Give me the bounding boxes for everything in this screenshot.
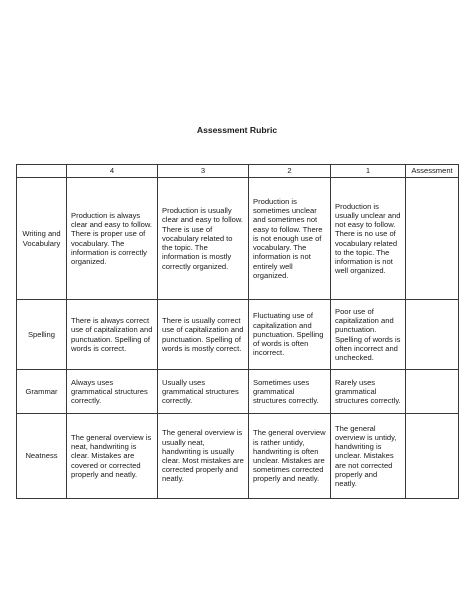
- table-row: [17, 370, 459, 414]
- cell-neatness-3: The general overview is usually neat, handwriting is usually clear. Most mistakes are corrected properly and neatly.: [158, 414, 249, 499]
- cell-grammar-4: Always uses grammatical structures correctly.: [67, 370, 158, 414]
- criterion-spelling: Spelling: [17, 300, 67, 370]
- rubric-table: [16, 164, 459, 499]
- cell-grammar-1: Rarely uses grammatical structures correctly.: [331, 370, 406, 414]
- table-row: [17, 414, 459, 499]
- table-header-row: [17, 165, 459, 178]
- cell-spelling-3: There is usually correct use of capitalization and punctuation. Spelling of words is mostly correct.: [158, 300, 249, 370]
- cell-grammar-3: Usually uses grammatical structures correctly.: [158, 370, 249, 414]
- cell-writing-4: Production is always clear and easy to follow. There is proper use of vocabulary. The information is correctly organized.: [67, 178, 158, 300]
- cell-grammar-assessment[interactable]: [406, 370, 459, 414]
- criterion-writing-vocabulary: Writing and Vocabulary: [17, 178, 67, 300]
- header-score-3: 3: [158, 165, 249, 178]
- cell-grammar-2: Sometimes uses grammatical structures correctly.: [249, 370, 331, 414]
- cell-spelling-4: There is always correct use of capitalization and punctuation. Spelling of words is correct.: [67, 300, 158, 370]
- cell-writing-assessment[interactable]: [406, 178, 459, 300]
- cell-neatness-assessment[interactable]: [406, 414, 459, 499]
- cell-neatness-1: The general overview is untidy, handwriting is unclear. Mistakes are not corrected properly and neatly.: [331, 414, 406, 499]
- page-title: Assessment Rubric: [196, 125, 278, 135]
- cell-spelling-1: Poor use of capitalization and punctuation. Spelling of words is often incorrect and unchecked.: [331, 300, 406, 370]
- header-assessment: Assessment: [406, 165, 459, 178]
- cell-neatness-4: The general overview is neat, handwriting is clear. Mistakes are covered or corrected properly and neatly.: [67, 414, 158, 499]
- criterion-grammar: Grammar: [17, 370, 67, 414]
- table-row: [17, 178, 459, 300]
- header-score-2: 2: [249, 165, 331, 178]
- cell-writing-3: Production is usually clear and easy to follow. There is use of vocabulary related to the topic. The information is mostly correctly organized.: [158, 178, 249, 300]
- header-score-1: 1: [331, 165, 406, 178]
- cell-spelling-assessment[interactable]: [406, 300, 459, 370]
- cell-spelling-2: Fluctuating use of capitalization and punctuation. Spelling of words is often incorrect.: [249, 300, 331, 370]
- cell-writing-2: Production is sometimes unclear and sometimes not easy to follow. There is not enough use of vocabulary. The information is not entirely well organized.: [249, 178, 331, 300]
- cell-writing-1: Production is usually unclear and not easy to follow. There is no use of vocabulary related to the topic. The information is not well organized.: [331, 178, 406, 300]
- cell-neatness-2: The general overview is rather untidy, handwriting is often unclear. Mistakes are sometimes corrected properly and neatly.: [249, 414, 331, 499]
- header-score-4: 4: [67, 165, 158, 178]
- table-row: [17, 300, 459, 370]
- header-criterion: [17, 165, 67, 178]
- criterion-neatness: Neatness: [17, 414, 67, 499]
